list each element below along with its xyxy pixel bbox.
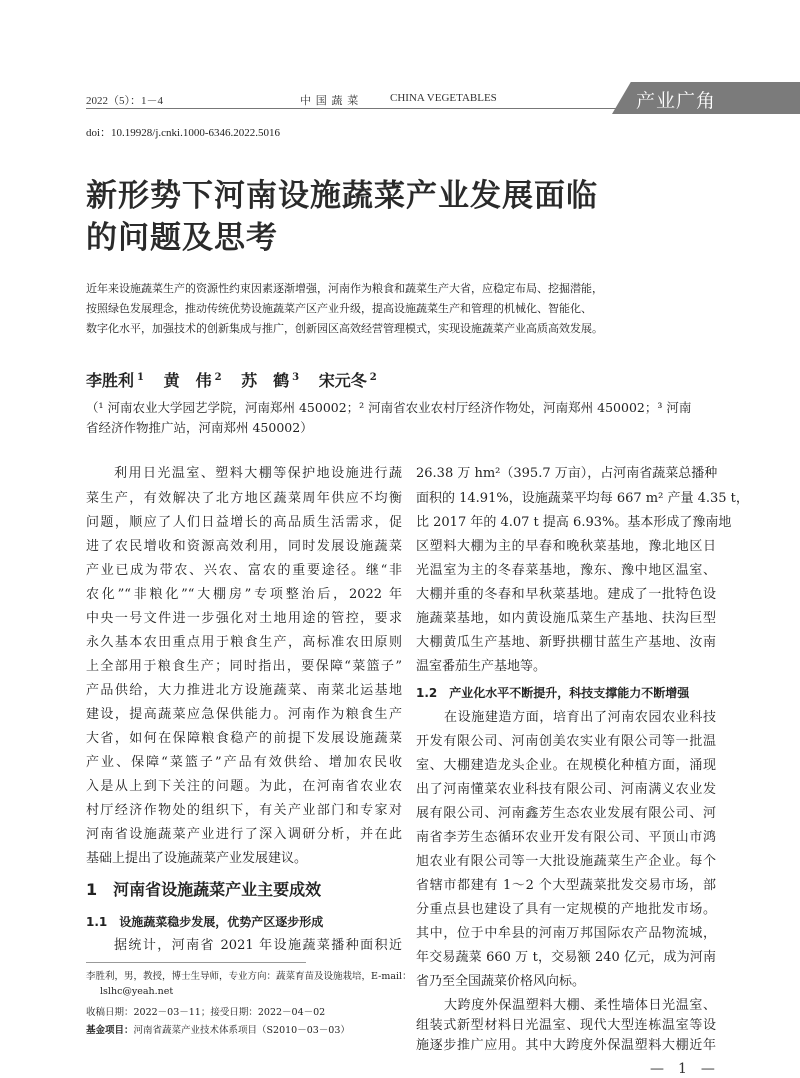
footnote-author-info: 李胜利，男，教授，博士生导师，专业方向：蔬菜育苗及设施栽培，E-mail： (86, 971, 412, 982)
body-line: 产业、保障“菜篮子”产品有效供给、增加农民收 (86, 755, 402, 770)
section-1-heading: 1 河南省设施蔬菜产业主要成效 (86, 880, 322, 899)
body-line: 26.38 万 hm²（395.7 万亩），占河南省蔬菜总播种 (416, 466, 718, 481)
body-line: 村厅经济作物处的组织下，有关产业部门和专家对 (86, 803, 402, 818)
abstract-line: 按照绿色发展理念，推动传统优势设施蔬菜产区产业升级，提高设施蔬菜生产和管理的机械化、智能化、 (86, 302, 592, 315)
author-affil-mark: 3 (292, 371, 300, 383)
body-line: 在设施建造方面，培育出了河南农园农业科技 (444, 710, 716, 725)
body-line: 南省李芳生态循环农业开发有限公司、平顶山市鸿 (416, 830, 716, 845)
body-line: 组装式新型材料日光温室、现代大型连栋温室等设 (416, 1018, 716, 1033)
journal-name-en: CHINA VEGETABLES (390, 92, 497, 104)
body-line: 光温室为主的冬春菜基地，豫东、豫中地区温室、 (416, 563, 716, 578)
author-list (86, 368, 391, 391)
doi: doi：10.19928/j.cnki.1000-6346.2022.5016 (86, 127, 281, 139)
journal-name-cn: 中 国 蔬 菜 (300, 95, 360, 107)
footnote-dates: 收稿日期：2022－03－11；接受日期：2022－04－02 (86, 1007, 326, 1018)
affiliation-line-1: （¹ 河南农业大学园艺学院，河南郑州 450002；² 河南省农业农村厅经济作物处，河南郑州 450002；³ 河南 (86, 400, 692, 415)
abstract-line: 近年来设施蔬菜生产的资源性约束因素逐渐增强，河南作为粮食和蔬菜生产大省，应稳定布局、挖掘潜能， (86, 282, 603, 295)
footnote-rule (86, 962, 306, 963)
body-line: 区塑料大棚为主的早春和晚秋菜基地，豫北地区日 (416, 539, 716, 554)
author-affil-mark: 2 (214, 371, 222, 383)
body-line: 分重点县也建设了具有一定规模的产地批发市场。 (416, 902, 716, 917)
body-line: 年交易蔬菜 660 万 t，交易额 240 亿元，成为河南 (416, 950, 716, 965)
body-line: 中央一号文件进一步强化对土地用途的管控，要求 (86, 611, 402, 626)
body-line: 施逐步推广应用。其中大跨度外保温塑料大棚近年 (416, 1038, 716, 1053)
body-line: 温室番茄生产基地等。 (416, 659, 547, 674)
body-line: 产业已成为带农、兴农、富农的重要途径。继“非 (86, 563, 402, 578)
body-line: 省辖市都建有 1～2 个大型蔬菜批发交易市场，部 (416, 878, 716, 893)
body-line: 问题，顺应了人们日益增长的高品质生活需求，促 (86, 515, 402, 530)
body-line: 产品供给，大力推进北方设施蔬菜、南菜北运基地 (86, 683, 402, 698)
author-affil-mark: 1 (137, 371, 144, 383)
body-line: 大跨度外保温塑料大棚、柔性墙体日光温室、 (444, 998, 716, 1013)
body-line: 旭农业有限公司等一大批设施蔬菜生产企业。每个 (416, 854, 716, 869)
abstract-line: 数字化水平，加强技术的创新集成与推广，创新园区高效经营管理模式，实现设施蔬菜产业高质高效发展。 (86, 322, 603, 335)
footnote-email: lslhc@yeah.net (100, 986, 174, 997)
body-line: 农化”“非粮化”“大棚房”专项整治后，2022 年 (86, 587, 402, 602)
author-name: 李胜利 (86, 371, 135, 390)
body-line: 大棚并重的冬春和早秋菜基地。建成了一批特色设 (416, 587, 716, 602)
section-1-2-heading: 1.2 产业化水平不断提升，科技支撑能力不断增强 (416, 686, 690, 700)
body-line: 省乃至全国蔬菜价格风向标。 (416, 974, 586, 989)
body-line: 入是从上到下关注的问题。为此，在河南省农业农 (86, 779, 402, 794)
title-line-1: 新形势下河南设施蔬菜产业发展面临 (86, 178, 598, 214)
body-line: 室、大棚建造龙头企业。在规模化种植方面，涌现 (416, 758, 716, 773)
title-line-2: 的问题及思考 (86, 220, 278, 256)
body-line: 基础上提出了设施蔬菜产业发展建议。 (86, 851, 308, 866)
body-line: 大棚黄瓜生产基地、新野拱棚甘蓝生产基地、汝南 (416, 635, 716, 650)
author-affil-mark: 2 (369, 371, 377, 383)
author-name: 苏 鹤 (241, 371, 290, 390)
body-line: 面积的 14.91%，设施蔬菜平均每 667 m² 产量 4.35 t， (416, 491, 749, 506)
section-1-1-heading: 1.1 设施蔬菜稳步发展，优势产区逐步形成 (86, 915, 324, 929)
footnote-fund (86, 1022, 350, 1036)
body-line: 上全部用于粮食生产；同时指出，要保障“菜篮子” (86, 659, 402, 674)
body-line: 利用日光温室、塑料大棚等保护地设施进行蔬 (114, 466, 402, 481)
fund-label: 基金项目： (86, 1025, 134, 1036)
body-line: 展有限公司、河南鑫芳生态农业发展有限公司、河 (416, 806, 716, 821)
body-line: 据统计，河南省 2021 年设施蔬菜播种面积近 (114, 938, 402, 953)
fund-text: 河南省蔬菜产业技术体系项目（S2010－03－03） (133, 1025, 350, 1036)
affiliation-line-2: 省经济作物推广站，河南郑州 450002） (86, 420, 313, 435)
body-line: 永久基本农田重点用于粮食生产，高标准农田原则 (86, 635, 402, 650)
body-line: 其中，位于中牟县的河南万邦国际农产品物流城， (416, 926, 716, 941)
body-line: 出了河南懂菜农业科技有限公司、河南满义农业发 (416, 782, 716, 797)
body-line: 河南省设施蔬菜产业进行了深入调研分析，并在此 (86, 827, 402, 842)
body-line: 比 2017 年的 4.07 t 提高 6.93%。基本形成了豫南地 (416, 515, 732, 530)
body-line: 大省，如何在保障粮食稳产的前提下发展设施蔬菜 (86, 731, 402, 746)
body-line: 开发有限公司、河南创美农实业有限公司等一批温 (416, 734, 716, 749)
body-line: 菜生产，有效解决了北方地区蔬菜周年供应不均衡 (86, 491, 402, 506)
body-line: 施蔬菜基地，如内黄设施瓜菜生产基地、扶沟巨型 (416, 611, 716, 626)
author-name: 宋元冬 (318, 371, 367, 390)
body-line: 建设，提高蔬菜应急保供能力。河南作为粮食生产 (86, 707, 402, 722)
body-line: 进了农民增收和资源高效利用，同时发展设施蔬菜 (86, 539, 402, 554)
author-name: 黄 伟 (163, 371, 212, 390)
issue-info: 2022（5）：1－4 (86, 95, 163, 107)
page-number: — 1 — (650, 1061, 715, 1077)
section-tab-label: 产业广角 (636, 90, 717, 112)
